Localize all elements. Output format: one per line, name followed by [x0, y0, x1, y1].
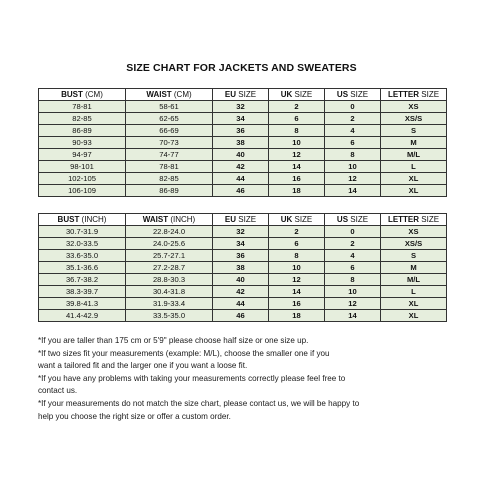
column-header: WAIST (INCH): [126, 214, 213, 226]
table-cell: XL: [381, 310, 447, 322]
table-cell: 22.8-24.0: [126, 226, 213, 238]
table-cell: 8: [269, 125, 325, 137]
table-cell: 4: [325, 250, 381, 262]
table-cell: 18: [269, 185, 325, 197]
note-line: contact us.: [38, 386, 78, 396]
table-cell: 40: [213, 149, 269, 161]
table-cell: 8: [325, 274, 381, 286]
table-cell: 0: [325, 226, 381, 238]
table-cell: 16: [269, 173, 325, 185]
table-cell: 16: [269, 298, 325, 310]
table-row: [39, 298, 447, 310]
table-cell: 36: [213, 125, 269, 137]
table-cell: 58-61: [126, 101, 213, 113]
table-cell: 6: [325, 137, 381, 149]
table-cell: 38: [213, 137, 269, 149]
table-cell: 14: [269, 286, 325, 298]
column-header: LETTER SIZE: [381, 214, 447, 226]
table-cell: 41.4-42.9: [39, 310, 126, 322]
table-cell: 10: [325, 161, 381, 173]
table-cell: 42: [213, 286, 269, 298]
size-notes: [38, 335, 458, 423]
table-cell: 32: [213, 101, 269, 113]
table-cell: XS/S: [381, 238, 447, 250]
table-cell: L: [381, 286, 447, 298]
page-title: SIZE CHART FOR JACKETS AND SWEATERS: [126, 62, 357, 74]
table-cell: 14: [269, 161, 325, 173]
size-table-cm: [38, 88, 447, 197]
table-cell: XS: [381, 226, 447, 238]
table-cell: 36.7-38.2: [39, 274, 126, 286]
table-cell: XL: [381, 185, 447, 197]
table-cell: 86-89: [39, 125, 126, 137]
table-cell: M/L: [381, 274, 447, 286]
table-cell: 102-105: [39, 173, 126, 185]
table-cell: 31.9-33.4: [126, 298, 213, 310]
table-cell: 33.5-35.0: [126, 310, 213, 322]
column-header: EU SIZE: [213, 89, 269, 101]
table-row: [39, 185, 447, 197]
table-cell: 30.4-31.8: [126, 286, 213, 298]
table-cell: 38: [213, 262, 269, 274]
table-row: [39, 262, 447, 274]
column-header: BUST (INCH): [39, 214, 126, 226]
note-line: *If you have any problems with taking your measurements correctly please feel free to: [38, 373, 346, 383]
table-cell: 25.7-27.1: [126, 250, 213, 262]
table-cell: 12: [269, 274, 325, 286]
table-cell: 33.6-35.0: [39, 250, 126, 262]
table-cell: S: [381, 125, 447, 137]
table-cell: 0: [325, 101, 381, 113]
table-row: [39, 101, 447, 113]
table-row: [39, 274, 447, 286]
table-cell: 34: [213, 238, 269, 250]
table-cell: 10: [325, 286, 381, 298]
note-line: *If your measurements do not match the size chart, please contact us, we will be happy to: [38, 398, 360, 408]
note-line: *If you are taller than 175 cm or 5'9" please choose half size or one size up.: [38, 336, 309, 345]
table-cell: 2: [269, 101, 325, 113]
table-cell: 6: [325, 262, 381, 274]
table-cell: 8: [325, 149, 381, 161]
table-row: [39, 125, 447, 137]
table-row: [39, 137, 447, 149]
table-row: [39, 113, 447, 125]
table-cell: 10: [269, 262, 325, 274]
table-cell: 2: [325, 238, 381, 250]
table-cell: 2: [325, 113, 381, 125]
table-cell: 32.0-33.5: [39, 238, 126, 250]
header-row: [39, 89, 447, 101]
column-header: BUST (CM): [39, 89, 126, 101]
table-cell: 30.7-31.9: [39, 226, 126, 238]
table-cell: 2: [269, 226, 325, 238]
table-cell: 34: [213, 113, 269, 125]
table-row: [39, 226, 447, 238]
table-cell: 62-65: [126, 113, 213, 125]
table-cell: 78-81: [39, 101, 126, 113]
table-cell: 14: [325, 310, 381, 322]
column-header: UK SIZE: [269, 214, 325, 226]
table-row: [39, 238, 447, 250]
table-cell: 28.8-30.3: [126, 274, 213, 286]
note-line: *If two sizes fit your measurements (example: M/L), choose the smaller one if you: [38, 348, 330, 358]
table-cell: 18: [269, 310, 325, 322]
table-row: [39, 161, 447, 173]
column-header: LETTER SIZE: [381, 89, 447, 101]
table-cell: 86-89: [126, 185, 213, 197]
table-cell: XL: [381, 173, 447, 185]
table-row: [39, 173, 447, 185]
table-cell: L: [381, 161, 447, 173]
note-line: help you choose the right size or offer a custom order.: [38, 411, 231, 421]
header-row: [39, 214, 447, 226]
table-cell: XL: [381, 298, 447, 310]
table-cell: 66-69: [126, 125, 213, 137]
size-table-inch: [38, 213, 447, 322]
table-cell: 44: [213, 173, 269, 185]
table-cell: 12: [269, 149, 325, 161]
table-cell: M/L: [381, 149, 447, 161]
table-row: [39, 149, 447, 161]
table-cell: 94-97: [39, 149, 126, 161]
table-cell: 78-81: [126, 161, 213, 173]
column-header: US SIZE: [325, 89, 381, 101]
column-header: UK SIZE: [269, 89, 325, 101]
table-cell: 74-77: [126, 149, 213, 161]
table-cell: 27.2-28.7: [126, 262, 213, 274]
column-header: EU SIZE: [213, 214, 269, 226]
table-cell: 10: [269, 137, 325, 149]
column-header: US SIZE: [325, 214, 381, 226]
table-cell: 6: [269, 113, 325, 125]
table-cell: 4: [325, 125, 381, 137]
table-cell: 82-85: [126, 173, 213, 185]
table-cell: 32: [213, 226, 269, 238]
table-row: [39, 286, 447, 298]
table-cell: 106-109: [39, 185, 126, 197]
table-cell: 36: [213, 250, 269, 262]
table-cell: 35.1-36.6: [39, 262, 126, 274]
table-cell: XS: [381, 101, 447, 113]
table-cell: 14: [325, 185, 381, 197]
table-cell: XS/S: [381, 113, 447, 125]
table-cell: 82-85: [39, 113, 126, 125]
table-cell: M: [381, 137, 447, 149]
table-row: [39, 310, 447, 322]
table-cell: 39.8-41.3: [39, 298, 126, 310]
table-cell: 40: [213, 274, 269, 286]
table-row: [39, 250, 447, 262]
table-cell: 24.0-25.6: [126, 238, 213, 250]
table-cell: 70-73: [126, 137, 213, 149]
table-cell: 38.3-39.7: [39, 286, 126, 298]
table-cell: 46: [213, 185, 269, 197]
table-cell: 12: [325, 298, 381, 310]
table-cell: 8: [269, 250, 325, 262]
column-header: WAIST (CM): [126, 89, 213, 101]
table-cell: 6: [269, 238, 325, 250]
table-cell: 90-93: [39, 137, 126, 149]
note-line: want a tailored fit and the larger one if you want a loose fit.: [38, 361, 248, 371]
table-cell: 42: [213, 161, 269, 173]
table-cell: S: [381, 250, 447, 262]
table-cell: 12: [325, 173, 381, 185]
table-cell: M: [381, 262, 447, 274]
table-cell: 98-101: [39, 161, 126, 173]
table-cell: 46: [213, 310, 269, 322]
table-cell: 44: [213, 298, 269, 310]
